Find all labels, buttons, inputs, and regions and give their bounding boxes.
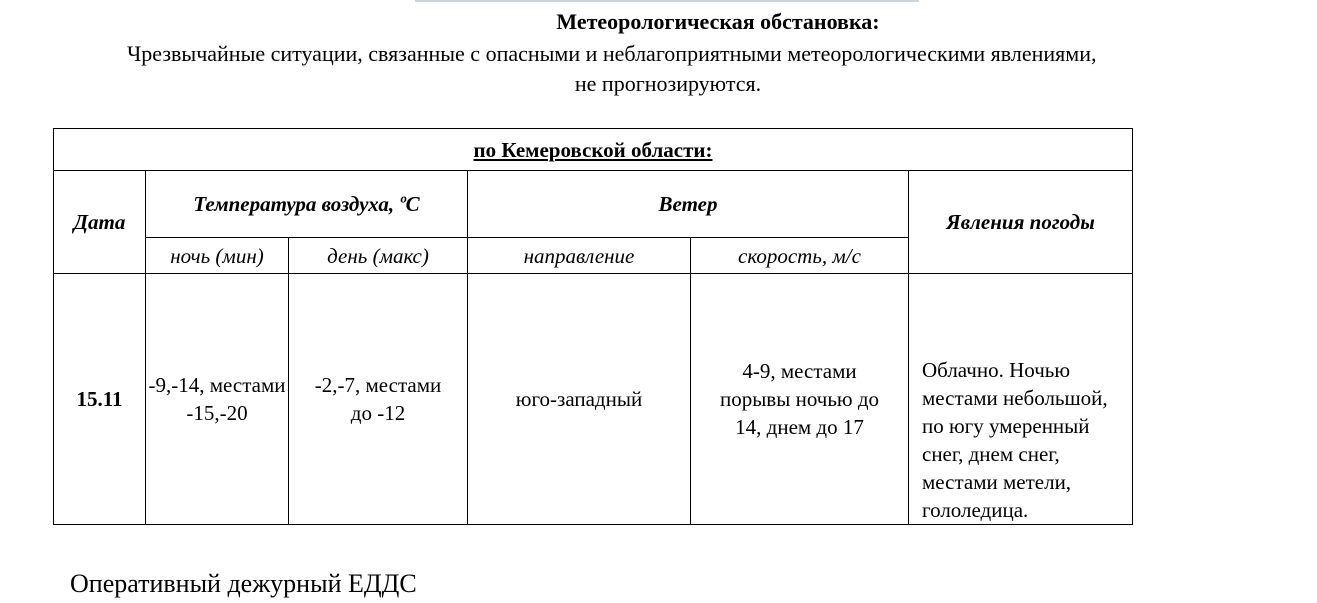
region-title: по Кемеровской области: bbox=[473, 137, 713, 162]
header-day: день (макс) bbox=[289, 238, 468, 274]
header-speed: скорость, м/с bbox=[691, 238, 909, 274]
cell-date: 15.11 bbox=[54, 274, 146, 525]
header-phenomena: Явления погоды bbox=[909, 171, 1133, 274]
weather-table bbox=[53, 128, 1133, 525]
forecast-text-line1: Чрезвычайные ситуации, связанные с опасными и неблагоприятными метеорологическими явлениями, bbox=[127, 41, 1097, 66]
table-row bbox=[54, 274, 1133, 525]
forecast-text-line2: не прогнозируются. bbox=[574, 71, 762, 96]
cell-wind-direction: юго-западный bbox=[468, 274, 691, 525]
header-temperature: Температура воздуха, ºС bbox=[146, 171, 468, 238]
cell-wind-speed: 4-9, местами порывы ночью до 14, днем до 17 bbox=[691, 274, 909, 525]
header-wind: Ветер bbox=[468, 171, 909, 238]
header-date: Дата bbox=[54, 171, 146, 274]
cell-day-temp: -2,-7, местами до -12 bbox=[289, 274, 468, 525]
cell-phenomena: Облачно. Ночью местами небольшой, по югу умеренный снег, днем снег, местами метели, гололедица. bbox=[909, 274, 1133, 525]
header-night: ночь (мин) bbox=[146, 238, 289, 274]
top-divider bbox=[415, 0, 919, 2]
meteo-heading: Метеорологическая обстановка: bbox=[556, 9, 880, 34]
duty-officer-label: Оперативный дежурный ЕДДС bbox=[70, 569, 417, 598]
header-direction: направление bbox=[468, 238, 691, 274]
region-title-cell bbox=[54, 129, 1133, 171]
cell-night-temp: -9,-14, местами -15,-20 bbox=[146, 274, 289, 525]
